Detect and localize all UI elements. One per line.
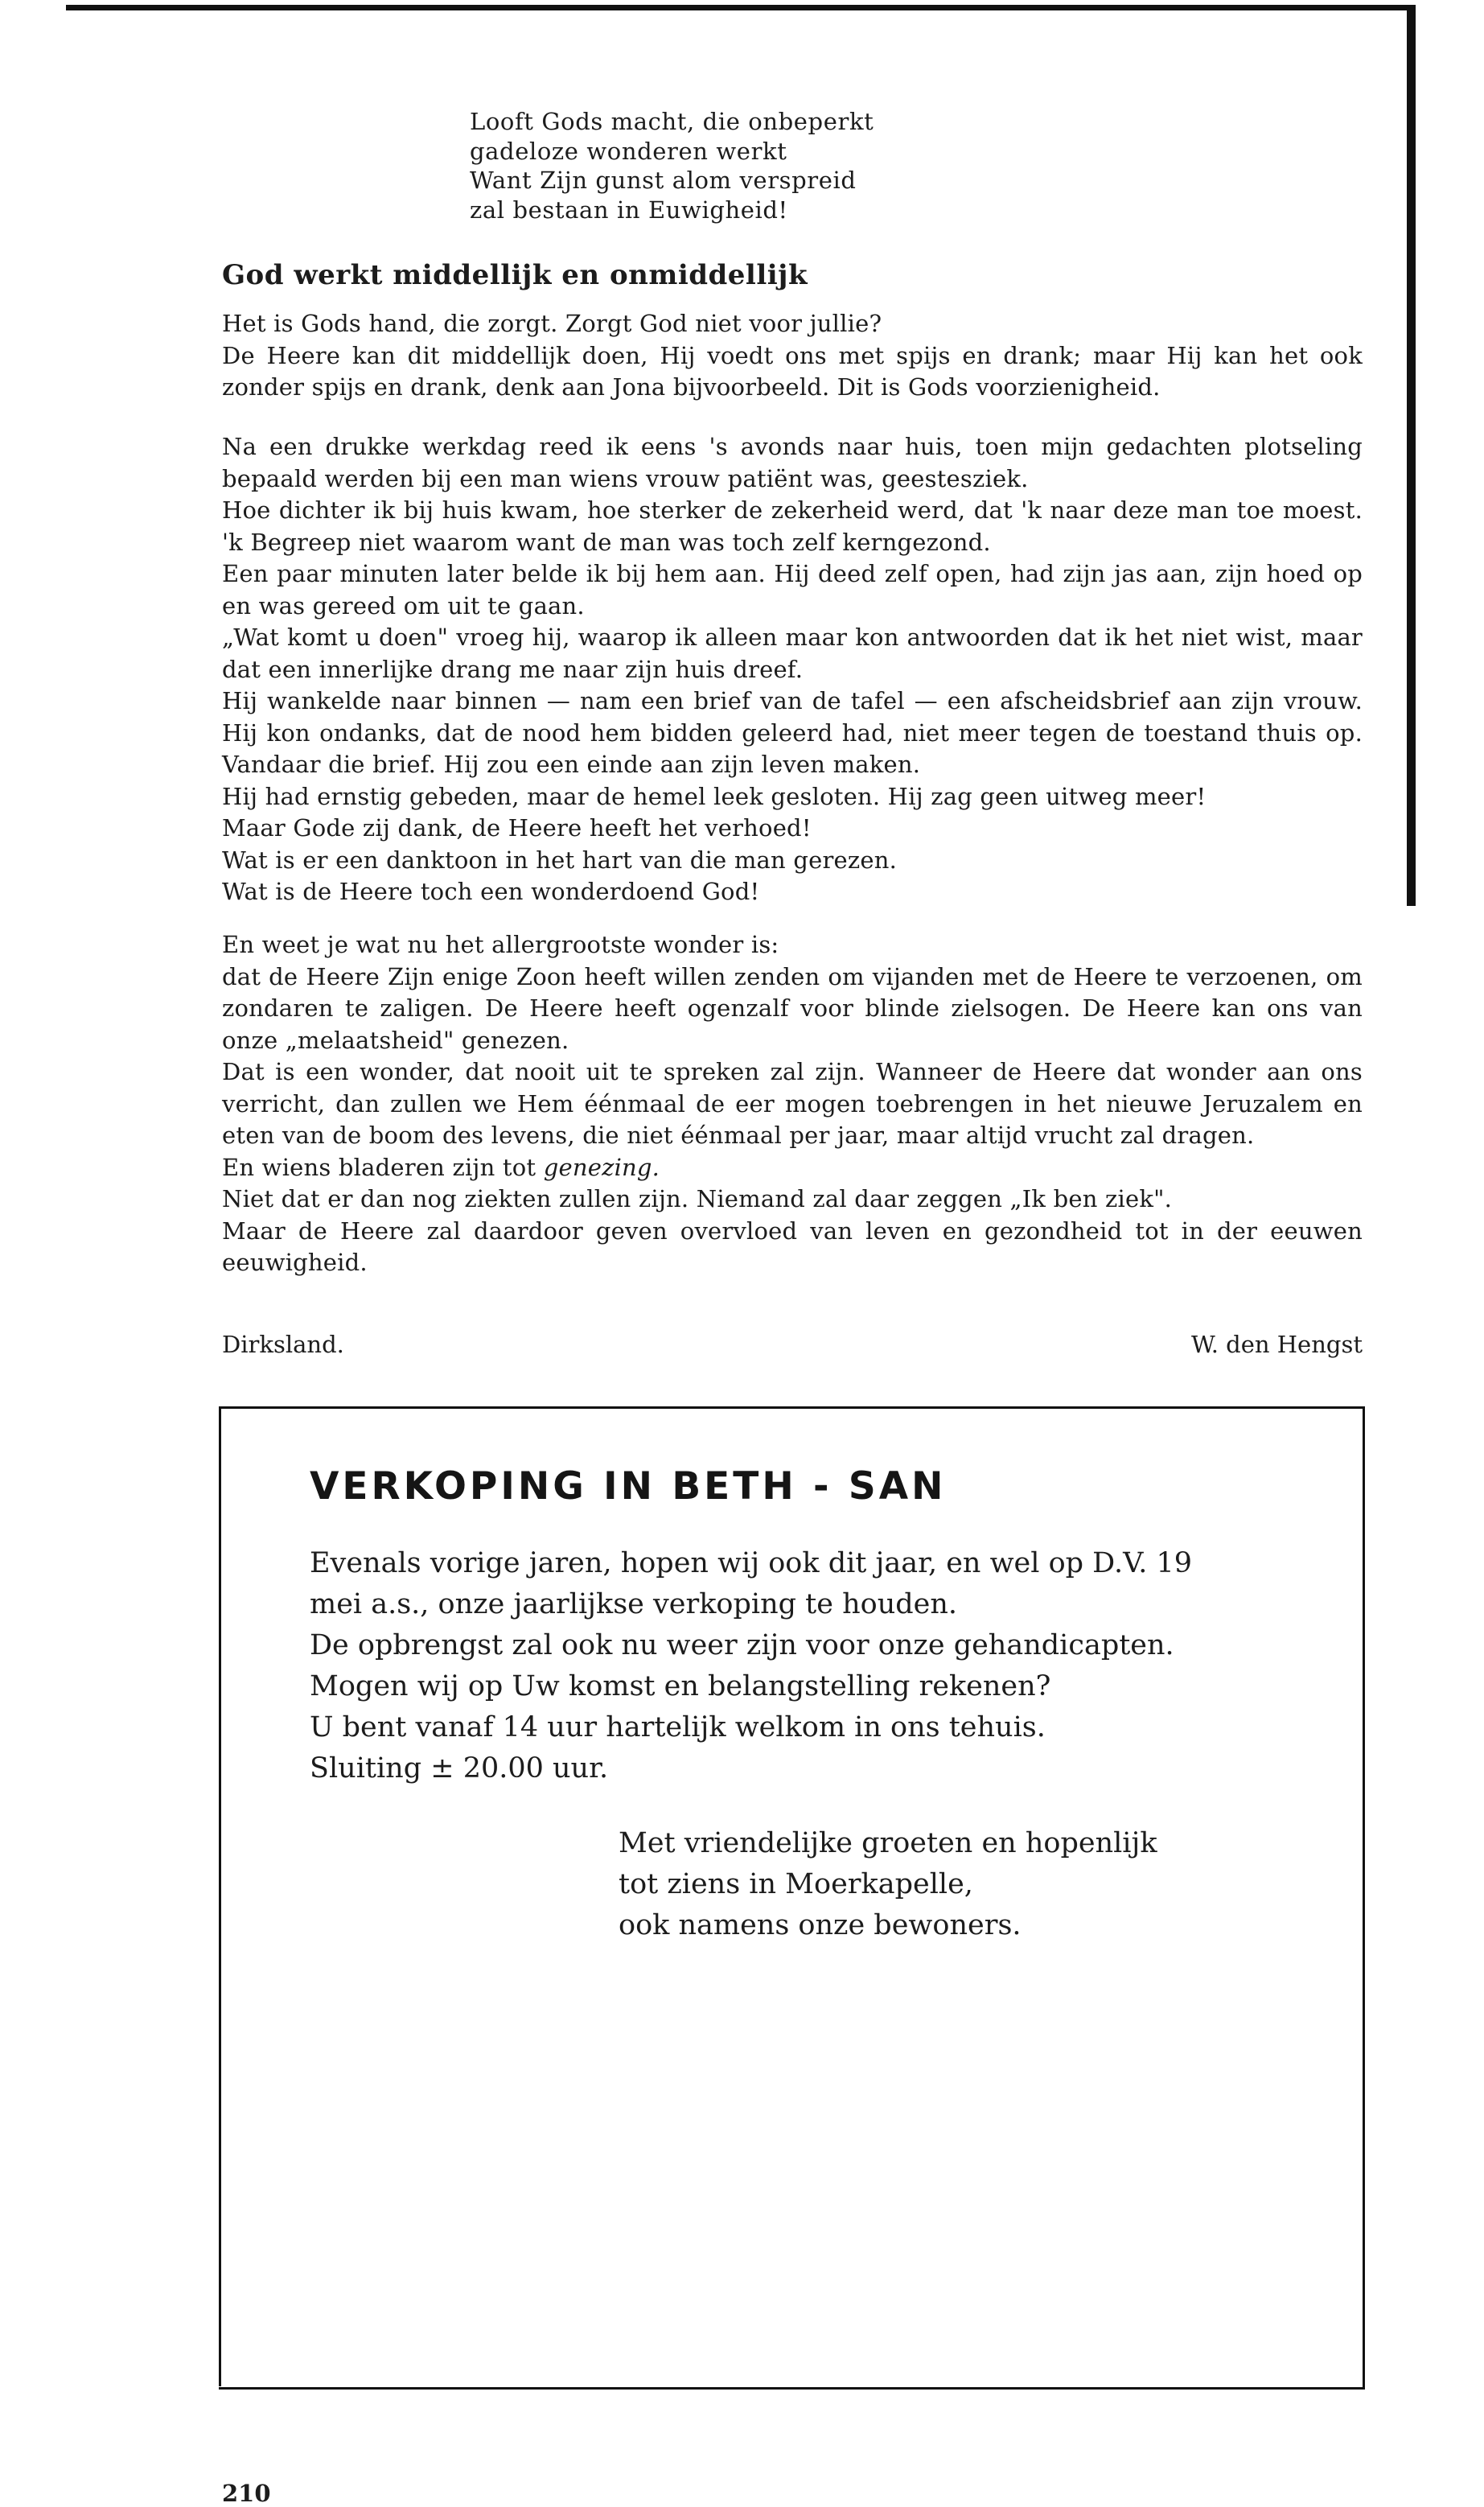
text-line: Een paar minuten later belde ik bij hem aan. Hij deed zelf open, had zijn jas aan, zijn hoed op en was gereed om uit te gaan. — [222, 560, 1363, 620]
announcement-line: U bent vanaf 14 uur hartelijk welkom in ons tehuis. — [310, 1711, 1046, 1743]
text-line: Maar Gode zij dank, de Heere heeft het verhoed! — [222, 814, 812, 842]
poem-line: zal bestaan in Euwigheid! — [470, 196, 788, 224]
text-line: Hoe dichter ik bij huis kwam, hoe sterker de zekerheid werd, dat 'k naar deze man toe moest. 'k Begreep niet waarom want de man was toch zelf kerngezond. — [222, 496, 1363, 556]
paragraph-story — [222, 431, 1363, 908]
announcement-box-left — [219, 1406, 221, 2386]
text-line: dat de Heere Zijn enige Zoon heeft willen zenden om vijanden met de Heere te verzoenen, om zondaren te zaligen. De Heere heeft ogenzalf voor blinde zielsogen. De Heere kan ons van onze „melaatsheid" genezen. — [222, 962, 1363, 1054]
page-number: 210 — [222, 2480, 271, 2507]
announcement-title: VERKOPING IN BETH - SAN — [310, 1464, 947, 1509]
text-line: Na een drukke werkdag reed ik eens 's avonds naar huis, toen mijn gedachten plotseling bepaald werden bij een man wiens vrouw patiënt was, geestesziek. — [222, 433, 1363, 492]
greeting-line: tot ziens in Moerkapelle, — [619, 1868, 973, 1900]
text-line: En weet je wat nu het allergrootste wonder is: — [222, 931, 779, 958]
genezing-prefix: En wiens bladeren zijn tot — [222, 1153, 544, 1181]
announcement-line: Evenals vorige jaren, hopen wij ook dit jaar, en wel op D.V. 19 — [310, 1547, 1193, 1579]
text-line: Wat is de Heere toch een wonderdoend God! — [222, 878, 760, 905]
announcement-greeting — [619, 1823, 1157, 1946]
greeting-line: ook namens onze bewoners. — [619, 1909, 1022, 1941]
poem — [470, 107, 874, 224]
signature-place: Dirksland. — [222, 1331, 344, 1358]
greeting-line: Met vriendelijke groeten en hopenlijk — [619, 1827, 1157, 1859]
text-line: Het is Gods hand, die zorgt. Zorgt God niet voor jullie? — [222, 310, 882, 337]
article-heading: God werkt middellijk en onmiddellijk — [222, 259, 808, 291]
announcement-body — [310, 1543, 1192, 1789]
right-border-rule — [1407, 5, 1416, 906]
announcement-line: Mogen wij op Uw komst en belangstelling rekenen? — [310, 1670, 1051, 1702]
text-line: Wat is er een danktoon in het hart van die man gerezen. — [222, 846, 898, 874]
poem-line: Want Zijn gunst alom verspreid — [470, 167, 857, 194]
text-line: Hij wankelde naar binnen — nam een brief van de tafel — een afscheidsbrief aan zijn vrouw. Hij kon ondanks, dat de nood hem bidden geleerd had, niet meer tegen de toestand thuis op. Vandaar die brief. Hij zou een einde aan zijn leven maken. — [222, 687, 1363, 778]
text-line: Dat is een wonder, dat nooit uit te spreken zal zijn. Wanneer de Heere dat wonder aan ons verricht, dan zullen we Hem éénmaal de eer mogen toebrengen in het nieuwe Jeruzalem en eten van de boom des levens, die niet éénmaal per jaar, maar altijd vrucht zal dragen. — [222, 1058, 1363, 1149]
paragraph-wonder — [222, 929, 1363, 1279]
announcement-box-right — [1363, 1406, 1365, 2390]
announcement-line: De opbrengst zal ook nu weer zijn voor onze gehandicapten. — [310, 1629, 1174, 1661]
text-line: De Heere kan dit middellijk doen, Hij voedt ons met spijs en drank; maar Hij kan het ook zonder spijs en drank, denk aan Jona bijvoorbeeld. Dit is Gods voorzienigheid. — [222, 341, 1363, 401]
text-line: „Wat komt u doen" vroeg hij, waarop ik alleen maar kon antwoorden dat ik het niet wist, maar dat een innerlijke drang me naar zijn huis dreef. — [222, 624, 1363, 683]
paragraph-intro — [222, 308, 1363, 404]
poem-line: Looft Gods macht, die onbeperkt — [470, 108, 874, 135]
poem-line: gadeloze wonderen werkt — [470, 137, 787, 165]
announcement-line: Sluiting ± 20.00 uur. — [310, 1752, 609, 1785]
announcement-line: mei a.s., onze jaarlijkse verkoping te houden. — [310, 1588, 958, 1620]
genezing-word: genezing. — [543, 1153, 660, 1181]
top-border-rule — [66, 5, 1416, 10]
announcement-box-bottom — [219, 2387, 1365, 2390]
text-line — [222, 1152, 1363, 1184]
text-line: Maar de Heere zal daardoor geven overvloed van leven en gezondheid tot in der eeuwen eeuwigheid. — [222, 1216, 1363, 1276]
signature-author: W. den Hengst — [1190, 1331, 1363, 1358]
text-line: Niet dat er dan nog ziekten zullen zijn. Niemand zal daar zeggen „Ik ben ziek". — [222, 1185, 1173, 1212]
text-line: Hij had ernstig gebeden, maar de hemel leek gesloten. Hij zag geen uitweg meer! — [222, 782, 1207, 810]
announcement-box-top — [219, 1406, 1363, 1409]
